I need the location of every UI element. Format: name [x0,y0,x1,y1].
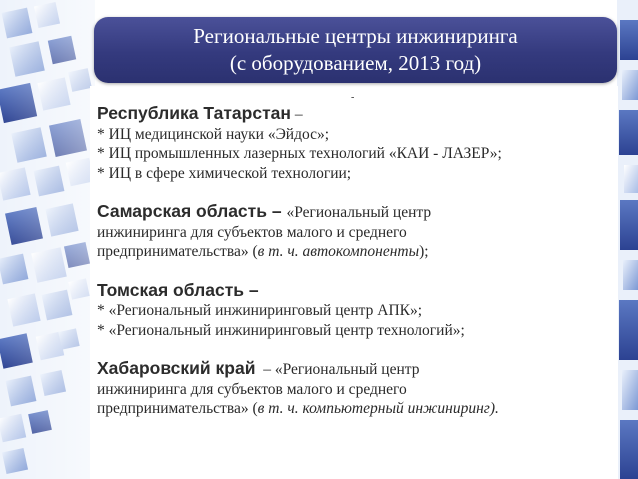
stray-mark: - [351,92,355,103]
italic-note: в т. ч. компьютерный инжиниринг). [257,400,499,417]
region-heading-tatarstan [97,104,617,125]
text-fragment: ); [419,243,429,260]
region-dash: – [267,201,287,221]
list-item: * «Региональный инжиниринговый центр АПК»; [97,302,423,319]
slide-title-line-2: (с оборудованием, 2013 год) [229,51,482,75]
region-name: Томская область [97,279,245,300]
region-name: Самарская область [97,201,267,221]
slide-content [97,104,617,419]
list-item: * ИЦ промышленных лазерных технологий «КАИ - ЛАЗЕР»; [97,145,502,162]
region-text-line: инжиниринга для субъектов малого и среднего [97,380,407,398]
region-heading-tomsk [97,281,617,302]
slide-title-line-1: Региональные центры инжиниринга [193,24,518,48]
region-dash: – [244,279,259,300]
text-fragment: предпринимательства» ( [97,400,258,417]
cube-mosaic-left [0,0,95,479]
region-dash: – [290,106,303,123]
region-dash: – [255,361,275,378]
region-name: Республика Татарстан [97,103,291,123]
slide-title [94,17,617,83]
list-item: * ИЦ в сфере химической технологии; [97,164,352,182]
list-item: * ИЦ медицинской науки «Эйдос»; [97,125,330,143]
region-text-line [97,399,617,419]
region-text: «Региональный центр [274,361,420,378]
region-text-line [97,242,617,262]
region-name: Хабаровский край [97,358,256,378]
region-text-line: инжиниринга для субъектов малого и среднего [97,223,407,241]
region-heading-khabarovsk [97,359,617,380]
cube-mosaic-right [617,0,638,479]
text-fragment: предпринимательства» ( [97,243,258,260]
region-heading-samara [97,202,617,223]
list-item: * «Региональный инжиниринговый центр технологий»; [97,321,465,339]
region-text: «Региональный центр [286,204,432,221]
italic-note: в т. ч. автокомпоненты [257,243,420,260]
